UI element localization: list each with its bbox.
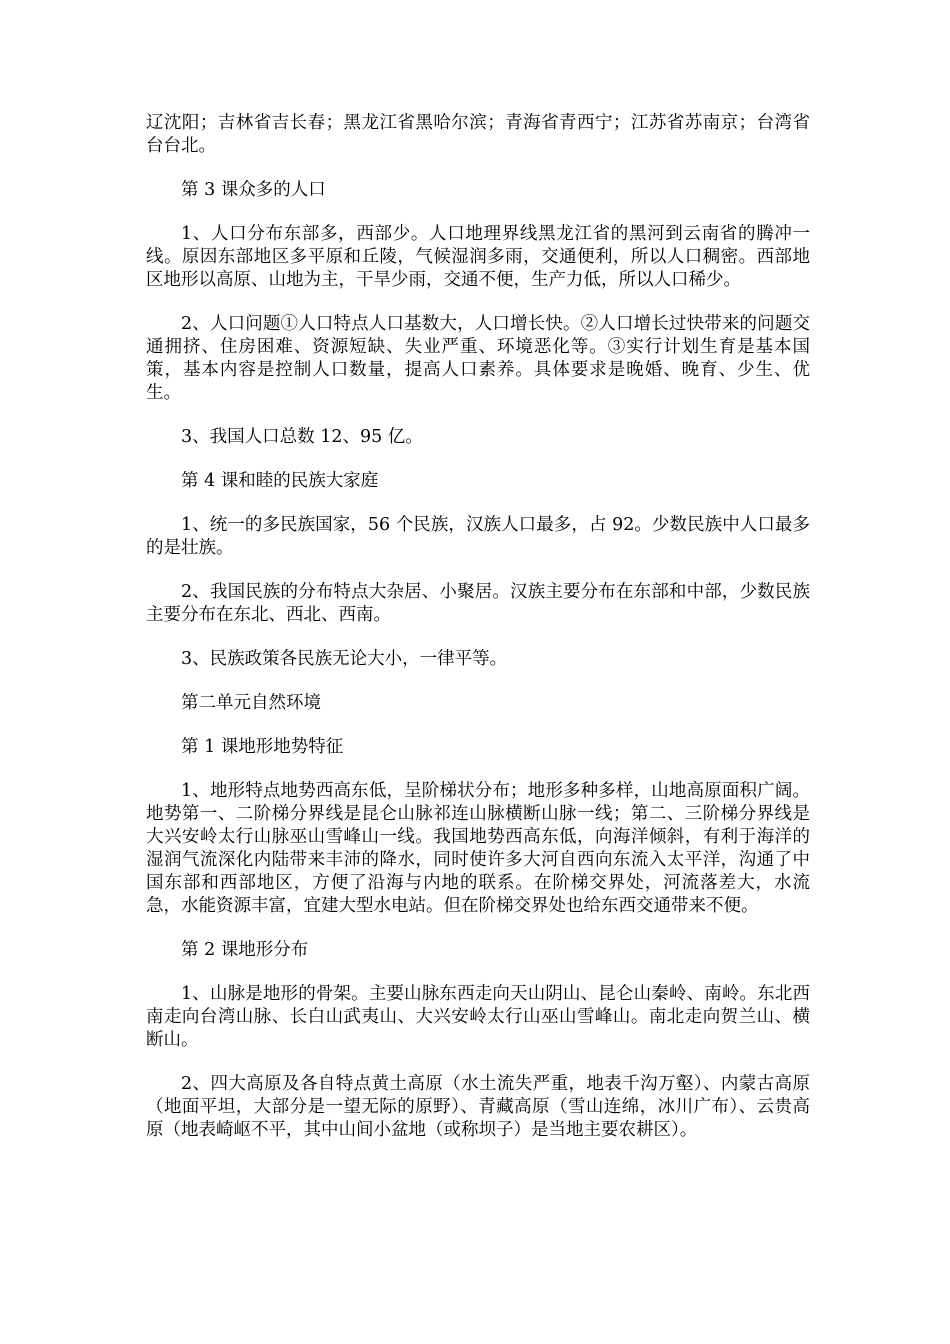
lesson-4-heading: 第 4 课和睦的民族大家庭 [181, 471, 379, 491]
lesson-3-heading: 第 3 课众多的人口 [181, 180, 326, 200]
unit-2-heading: 第二单元自然环境 [181, 693, 321, 713]
paragraph-population-total: 3、我国人口总数 12、95 亿。 [181, 427, 423, 447]
paragraph-population-problems: 2、人口问题①人口特点人口基数大，人口增长快。②人口增长过快带来的问题交通拥挤、住房困难、资源短缺、失业严重、环境恶化等。③实行计划生育是基本国策，基本内容是控制人口数量，提高人口素养。具体要求是晚婚、晚育、少生、优生。 [146, 314, 810, 403]
paragraph-mountain-ranges: 1、山脉是地形的骨架。主要山脉东西走向天山阴山、昆仑山秦岭、南岭。东北西南走向台湾山脉、长白山武夷山、大兴安岭太行山巫山雪峰山。南北走向贺兰山、横断山。 [146, 984, 810, 1050]
unit-2-lesson-2-heading: 第 2 课地形分布 [181, 940, 309, 960]
paragraph-terrain-features: 1、地形特点地势西高东低，呈阶梯状分布；地形多种多样，山地高原面积广阔。地势第一、二阶梯分界线是昆仑山脉祁连山脉横断山脉一线；第二、三阶梯分界线是大兴安岭太行山脉巫山雪峰山一线。我国地势西高东低，向海洋倾斜，有利于海洋的湿润气流深化内陆带来丰沛的降水，同时使许多大河自西向东流入太平洋，沟通了中国东部和西部地区，方便了沿海与内地的联系。在阶梯交界处，河流落差大，水流急，水能资源丰富，宜建大型水电站。但在阶梯交界处也给东西交通带来不便。 [146, 781, 810, 916]
paragraph-four-plateaus: 2、四大高原及各自特点黄土高原（水土流失严重，地表千沟万壑）、内蒙古高原（地面平坦，大部分是一望无际的原野）、青藏高原（雪山连绵，冰川广布）、云贵高原（地表崎岖不平，其中山间小盆地（或称坝子）是当地主要农耕区）。 [146, 1074, 810, 1140]
unit-2-lesson-1-heading: 第 1 课地形地势特征 [181, 737, 344, 757]
paragraph-ethnic-groups: 1、统一的多民族国家，56 个民族，汉族人口最多，占 92。少数民族中人口最多的是壮族。 [146, 515, 810, 558]
document-page [146, 112, 810, 1163]
paragraph-ethnic-distribution: 2、我国民族的分布特点大杂居、小聚居。汉族主要分布在东部和中部，少数民族主要分布在东北、西北、西南。 [146, 582, 810, 625]
paragraph-population-distribution: 1、人口分布东部多，西部少。人口地理界线黑龙江省的黑河到云南省的腾冲一线。原因东部地区多平原和丘陵，气候湿润多雨，交通便利，所以人口稠密。西部地区地形以高原、山地为主，干旱少雨，交通不便，生产力低，所以人口稀少。 [146, 224, 810, 290]
paragraph-provincial-capitals: 辽沈阳；吉林省吉长春；黑龙江省黑哈尔滨；青海省青西宁；江苏省苏南京；台湾省台台北。 [146, 113, 810, 156]
paragraph-ethnic-policy: 3、民族政策各民族无论大小，一律平等。 [181, 649, 508, 669]
